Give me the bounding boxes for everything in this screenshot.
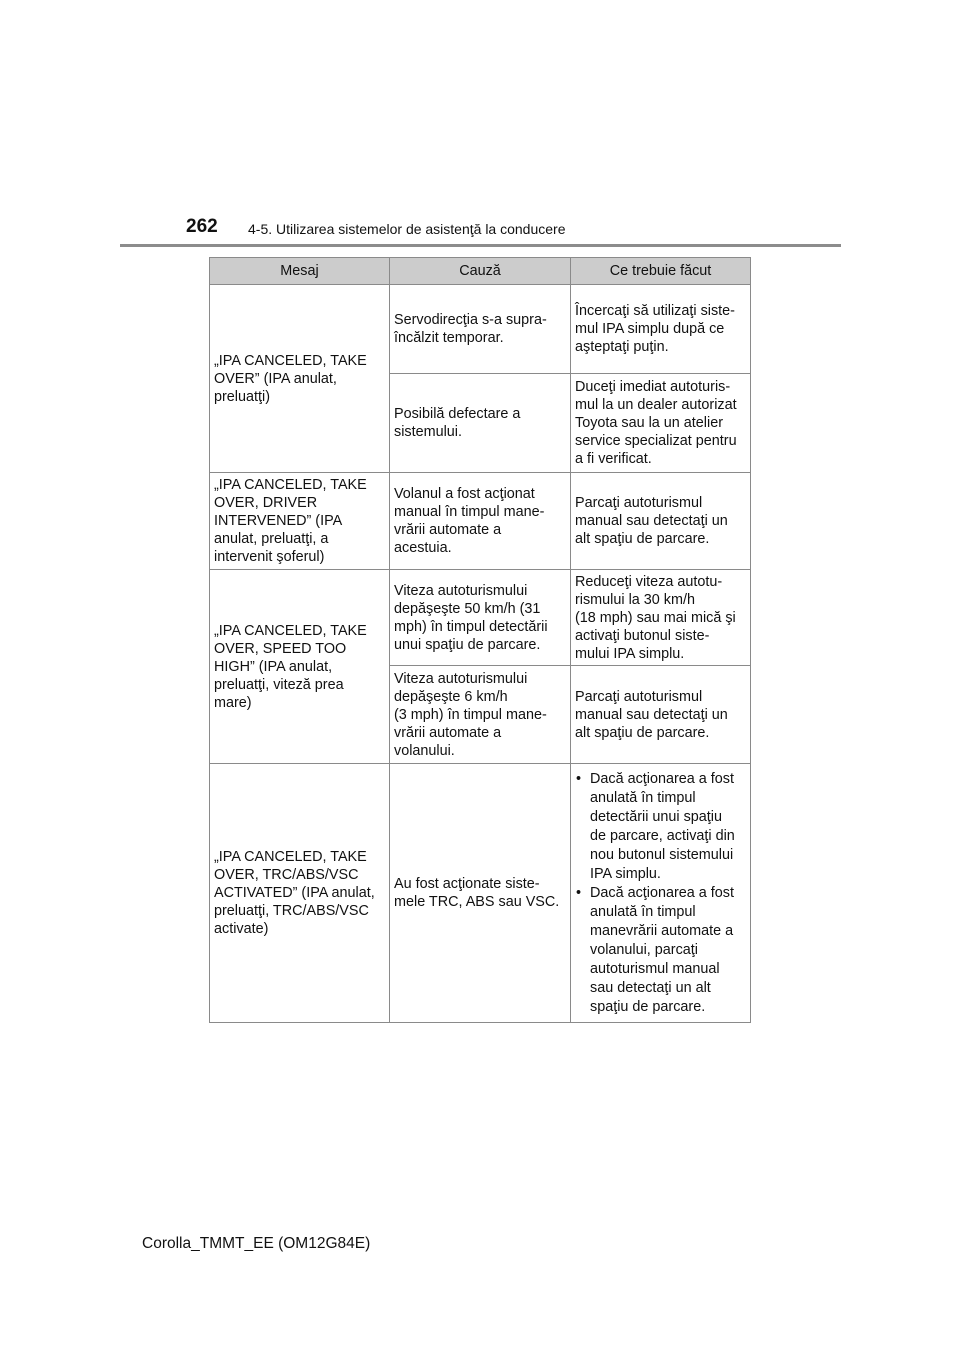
cause-text: Au fost acţionate siste- mele TRC, ABS sau VSC. <box>394 876 560 910</box>
action-bullet-item: • Dacă acţionarea a fost anulată în timpul manevrării automate a volanului, parcaţi autoturismul manual sau detectaţi un alt spaţiu de parcare. <box>575 884 746 1017</box>
action-cell <box>571 666 751 764</box>
cause-text: Viteza autoturismului depăşeşte 6 km/h (3 mph) în timpul mane- vrării automate a volanului. <box>394 670 547 759</box>
message-text: „IPA CANCELED, TAKE OVER” (IPA anulat, preluatţi) <box>214 352 367 405</box>
cause-text: Viteza autoturismului depăşeşte 50 km/h (31 mph) în timpul detectării unui spaţiu de parcare. <box>394 582 548 653</box>
cause-cell <box>390 285 571 374</box>
footer-document-code: Corolla_TMMT_EE (OM12G84E) <box>142 1235 371 1252</box>
action-text: Încercaţi să utilizaţi siste- mul IPA simplu după ce aşteptaţi puţin. <box>575 303 735 355</box>
table-row <box>210 764 751 1023</box>
cause-cell <box>390 570 571 666</box>
action-cell <box>571 285 751 374</box>
message-table <box>209 257 751 1023</box>
message-cell <box>210 285 390 473</box>
action-cell <box>571 570 751 666</box>
action-cell <box>571 764 751 1023</box>
action-text: Parcaţi autoturismul manual sau detectaţi un alt spaţiu de parcare. <box>575 688 728 741</box>
message-cell <box>210 764 390 1023</box>
page-number: 262 <box>186 216 218 237</box>
action-bullet-list <box>575 770 746 1017</box>
message-text: „IPA CANCELED, TAKE OVER, DRIVER INTERVENED” (IPA anulat, preluatţi, a intervenit şoferul) <box>214 477 367 565</box>
action-text: Parcaţi autoturismul manual sau detectaţi un alt spaţiu de parcare. <box>575 495 728 547</box>
table-row <box>210 285 751 374</box>
column-header-message: Mesaj <box>210 258 390 285</box>
cause-cell <box>390 764 571 1023</box>
cause-cell <box>390 666 571 764</box>
column-header-cause: Cauză <box>390 258 571 285</box>
cause-text: Posibilă defectare a sistemului. <box>394 406 521 440</box>
table-row <box>210 473 751 570</box>
table-header-row <box>210 258 751 285</box>
column-header-action: Ce trebuie făcut <box>571 258 751 285</box>
cause-text: Servodirecţia s-a supra- încălzit temporar. <box>394 312 547 346</box>
section-title: 4-5. Utilizarea sistemelor de asistenţă la conducere <box>248 221 566 237</box>
cause-text: Volanul a fost acţionat manual în timpul mane- vrării automate a acestuia. <box>394 486 545 556</box>
cause-cell <box>390 374 571 473</box>
action-text: Reduceţi viteza autotu- rismului la 30 km/h (18 mph) sau mai mică şi activaţi butonul siste- mului IPA simplu. <box>575 573 736 662</box>
table-row <box>210 570 751 666</box>
action-cell <box>571 473 751 570</box>
message-text: „IPA CANCELED, TAKE OVER, TRC/ABS/VSC ACTIVATED” (IPA anulat, preluatţi, TRC/ABS/VSC activate) <box>214 849 375 937</box>
header-divider <box>120 244 841 247</box>
message-cell <box>210 570 390 764</box>
cause-cell <box>390 473 571 570</box>
message-text: „IPA CANCELED, TAKE OVER, SPEED TOO HIGH” (IPA anulat, preluatţi, viteză prea mare) <box>214 622 367 711</box>
action-cell <box>571 374 751 473</box>
action-text: Duceţi imediat autoturis- mul la un dealer autorizat Toyota sau la un atelier service specializat pentru a fi verificat. <box>575 379 737 467</box>
message-cell <box>210 473 390 570</box>
action-bullet-item: • Dacă acţionarea a fost anulată în timpul detectării unui spaţiu de parcare, activaţi din nou butonul sistemului IPA simplu. <box>575 770 746 884</box>
